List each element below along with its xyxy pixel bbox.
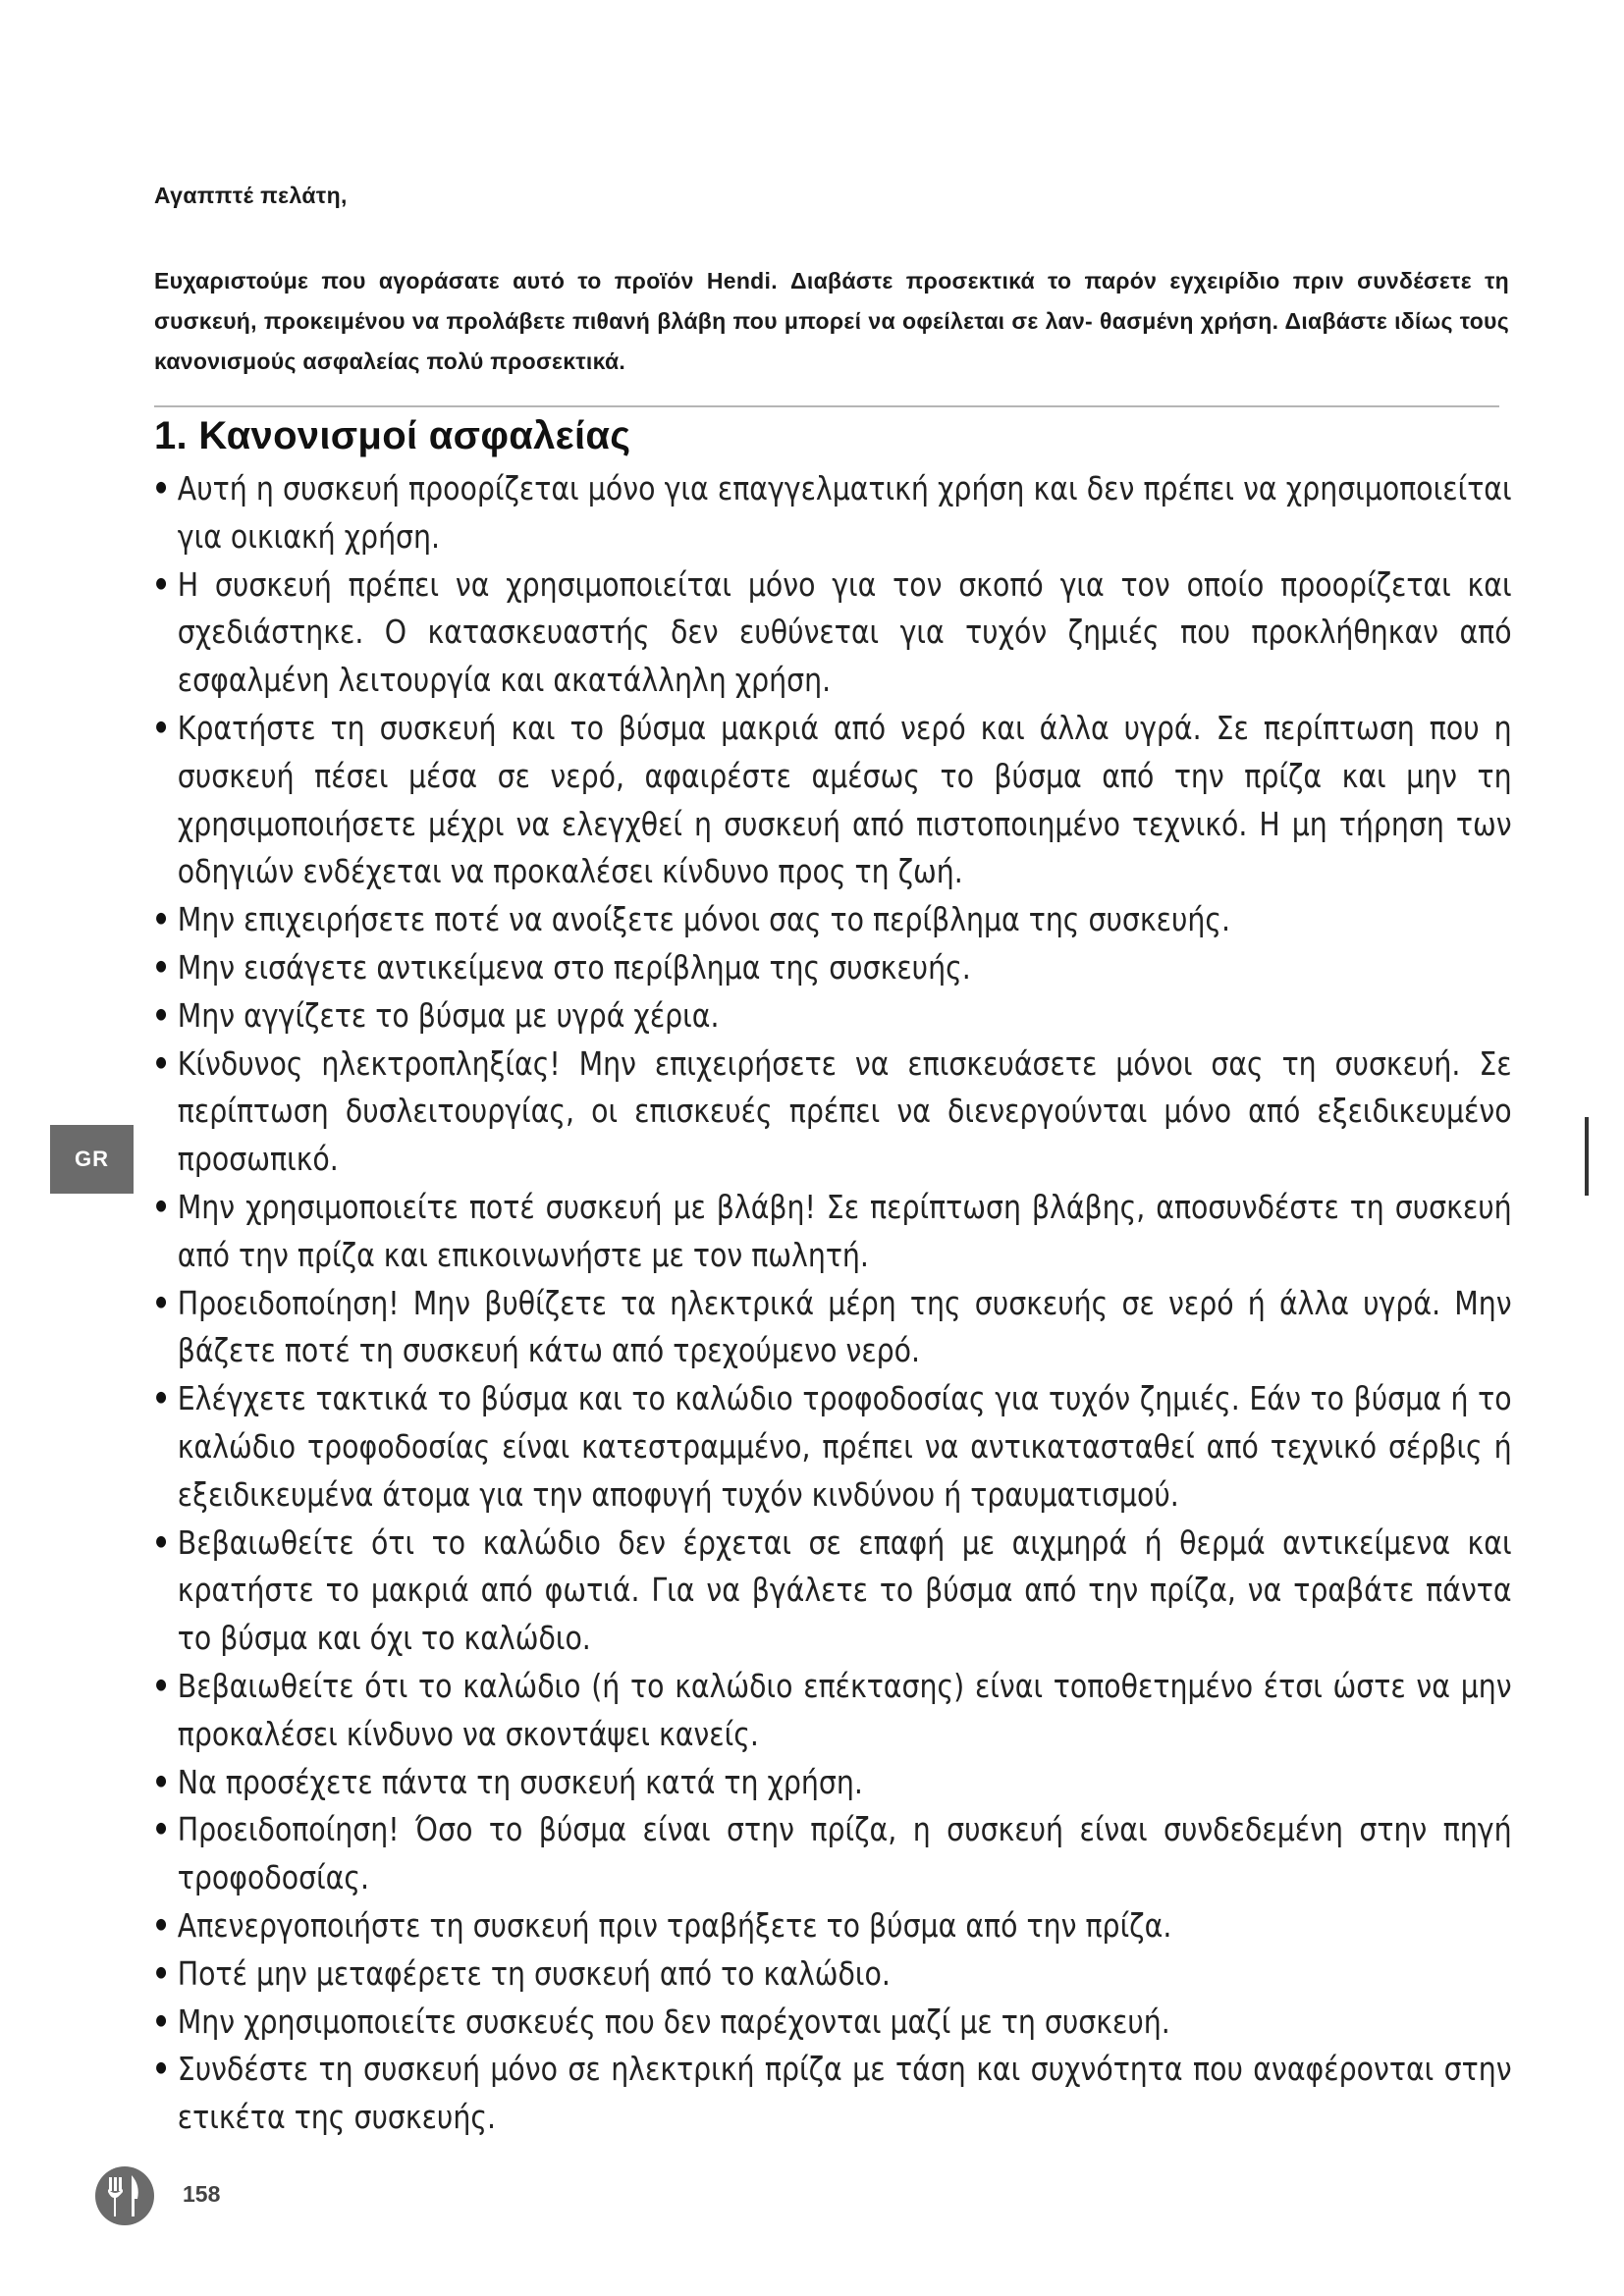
safety-rule-text: Μην αγγίζετε το βύσμα με υγρά χέρια.	[177, 995, 720, 1035]
bullet-icon: •	[152, 2002, 171, 2041]
bullet-icon: •	[152, 564, 171, 604]
bullet-icon: •	[152, 1283, 171, 1322]
cutlery-circle-svg	[94, 2165, 155, 2226]
safety-rule-item	[152, 1280, 1512, 1376]
safety-rule-item	[152, 1759, 1512, 1807]
safety-rule-text: Κρατήστε τη συσκευή και το βύσμα μακριά από νερό και άλλα υγρά. Σε περίπτωση που η συσκευή πέσει μέσα σε νερό, αφαιρέστε αμέσως το βύσμα από την πρίζα και μην τη χρησιμοποιήσετε μέχρι να ελεγχθεί η συσκευή από πιστοποιημένο τεχνικό. Η μη τήρηση των οδηγιών ενδέχεται να προκαλέσει κίνδυνο προς τη ζωή.	[177, 708, 1512, 891]
safety-rule-item	[152, 896, 1512, 944]
intro-paragraph: Ευχαριστούμε που αγοράσατε αυτό το προϊόν Hendi. Διαβάστε προσεκτικά το παρόν εγχειρίδιο πριν συνδέσετε τη συσκευή, προκειμένου να προλάβετε πιθανή βλάβη που μπορεί να οφείλεται σε λαν- θασμένη χρήση. Διαβάστε ιδίως τους κανονισμούς ασφαλείας πολύ προσεκτικά.	[154, 268, 1509, 374]
section-divider	[154, 405, 1499, 407]
bullet-icon: •	[152, 900, 171, 939]
safety-rule-text: Μην εισάγετε αντικείμενα στο περίβλημα της συσκευής.	[177, 947, 971, 987]
safety-rule-text: Αυτή η συσκευή προορίζεται μόνο για επαγγελματική χρήση και δεν πρέπει να χρησιμοποιείται για οικιακή χρήση.	[177, 469, 1512, 556]
safety-rules-list	[152, 465, 1512, 2142]
bullet-icon: •	[152, 1953, 171, 1993]
cutlery-circle-icon	[94, 2165, 155, 2226]
safety-rule-text: Συνδέστε τη συσκευή μόνο σε ηλεκτρική πρίζα με τάση και συχνότητα που αναφέρονται στην ετικέτα της συσκευής.	[177, 2050, 1512, 2137]
bullet-icon: •	[152, 1762, 171, 1801]
bullet-icon: •	[152, 947, 171, 987]
safety-rule-text: Απενεργοποιήστε τη συσκευή πριν τραβήξετε το βύσμα από την πρίζα.	[177, 1905, 1172, 1945]
bullet-icon: •	[152, 1522, 171, 1562]
side-marker	[1585, 1117, 1589, 1196]
safety-rule-text: Ελέγχετε τακτικά το βύσμα και το καλώδιο τροφοδοσίας για τυχόν ζημιές. Εάν το βύσμα ή το καλώδιο τροφοδοσίας είναι κατεστραμμένο, πρέπει να αντικατασταθεί από τεχνικό σέρβις ή εξειδικευμένα άτομα για την αποφυγή τυχόν κινδύνου ή τραυματισμού.	[177, 1379, 1512, 1514]
safety-rule-item	[152, 992, 1512, 1041]
safety-rule-text: Προειδοποίηση! Μην βυθίζετε τα ηλεκτρικά μέρη της συσκευής σε νερό ή άλλα υγρά. Μην βάζετε ποτέ τη συσκευή κάτω από τρεχούμενο νερό.	[177, 1283, 1512, 1370]
safety-rule-item	[152, 1806, 1512, 1902]
bullet-icon: •	[152, 469, 171, 507]
safety-rule-item	[152, 1041, 1512, 1184]
safety-rule-item	[152, 465, 1512, 561]
safety-rule-item	[152, 944, 1512, 992]
safety-rule-item	[152, 1950, 1512, 1999]
safety-rule-item	[152, 561, 1512, 705]
safety-rule-text: Μην χρησιμοποιείτε συσκευές που δεν παρέχονται μαζί με τη συσκευή.	[177, 2002, 1170, 2041]
bullet-icon: •	[152, 1666, 171, 1705]
safety-rule-text: Κίνδυνος ηλεκτροπληξίας! Μην επιχειρήσετε να επισκευάσετε μόνοι σας τη συσκευή. Σε περίπτωση δυσλειτουργίας, οι επισκευές πρέπει να διενεργούνται μόνο από εξειδικευμένο προσωπικό.	[177, 1043, 1512, 1179]
safety-rule-item	[152, 1663, 1512, 1759]
bullet-icon: •	[152, 1810, 171, 1849]
safety-rule-text: Να προσέχετε πάντα τη συσκευή κατά τη χρήση.	[177, 1762, 863, 1801]
section-title: 1. Κανονισμοί ασφαλείας	[154, 414, 631, 457]
bullet-icon: •	[152, 2050, 171, 2089]
bullet-icon: •	[152, 995, 171, 1035]
safety-rule-text: Ποτέ μην μεταφέρετε τη συσκευή από το καλώδιο.	[177, 1953, 891, 1993]
safety-rule-item	[152, 1999, 1512, 2047]
safety-rule-item	[152, 1375, 1512, 1519]
bullet-icon: •	[152, 708, 171, 747]
bullet-icon: •	[152, 1379, 171, 1418]
language-tab: GR	[50, 1125, 134, 1194]
safety-rule-item	[152, 1520, 1512, 1663]
safety-rule-item	[152, 1184, 1512, 1280]
safety-rule-item	[152, 2046, 1512, 2142]
page-number: 158	[183, 2181, 221, 2207]
safety-rule-item	[152, 705, 1512, 896]
bullet-icon: •	[152, 1905, 171, 1945]
safety-rule-text: Η συσκευή πρέπει να χρησιμοποιείται μόνο για τον σκοπό για τον οποίο προορίζεται και σχεδιάστηκε. Ο κατασκευαστής δεν ευθύνεται για τυχόν ζημιές που προκλήθηκαν από εσφαλμένη λειτουργία και ακατάλληλη χρήση.	[177, 564, 1512, 700]
safety-rule-text: Βεβαιωθείτε ότι το καλώδιο δεν έρχεται σε επαφή με αιχμηρά ή θερμά αντικείμενα και κρατήστε το μακριά από φωτιά. Για να βγάλετε το βύσμα από την πρίζα, να τραβάτε πάντα το βύσμα και όχι το καλώδιο.	[177, 1522, 1512, 1658]
greeting: Αγαππτέ πελάτη,	[154, 183, 348, 208]
bullet-icon: •	[152, 1187, 171, 1226]
safety-rule-item	[152, 1902, 1512, 1950]
safety-rule-text: Μην χρησιμοποιείτε ποτέ συσκευή με βλάβη! Σε περίπτωση βλάβης, αποσυνδέστε τη συσκευή από την πρίζα και επικοινωνήστε με τον πωλητή.	[177, 1187, 1512, 1274]
safety-rule-text: Προειδοποίηση! Όσο το βύσμα είναι στην πρίζα, η συσκευή είναι συνδεδεμένη στην πηγή τροφοδοσίας.	[177, 1810, 1512, 1897]
safety-rule-text: Βεβαιωθείτε ότι το καλώδιο (ή το καλώδιο επέκτασης) είναι τοποθετημένο έτσι ώστε να μην προκαλέσει κίνδυνο να σκοντάψει κανείς.	[177, 1666, 1512, 1753]
safety-rule-text: Μην επιχειρήσετε ποτέ να ανοίξετε μόνοι σας το περίβλημα της συσκευής.	[177, 900, 1231, 939]
bullet-icon: •	[152, 1043, 171, 1083]
